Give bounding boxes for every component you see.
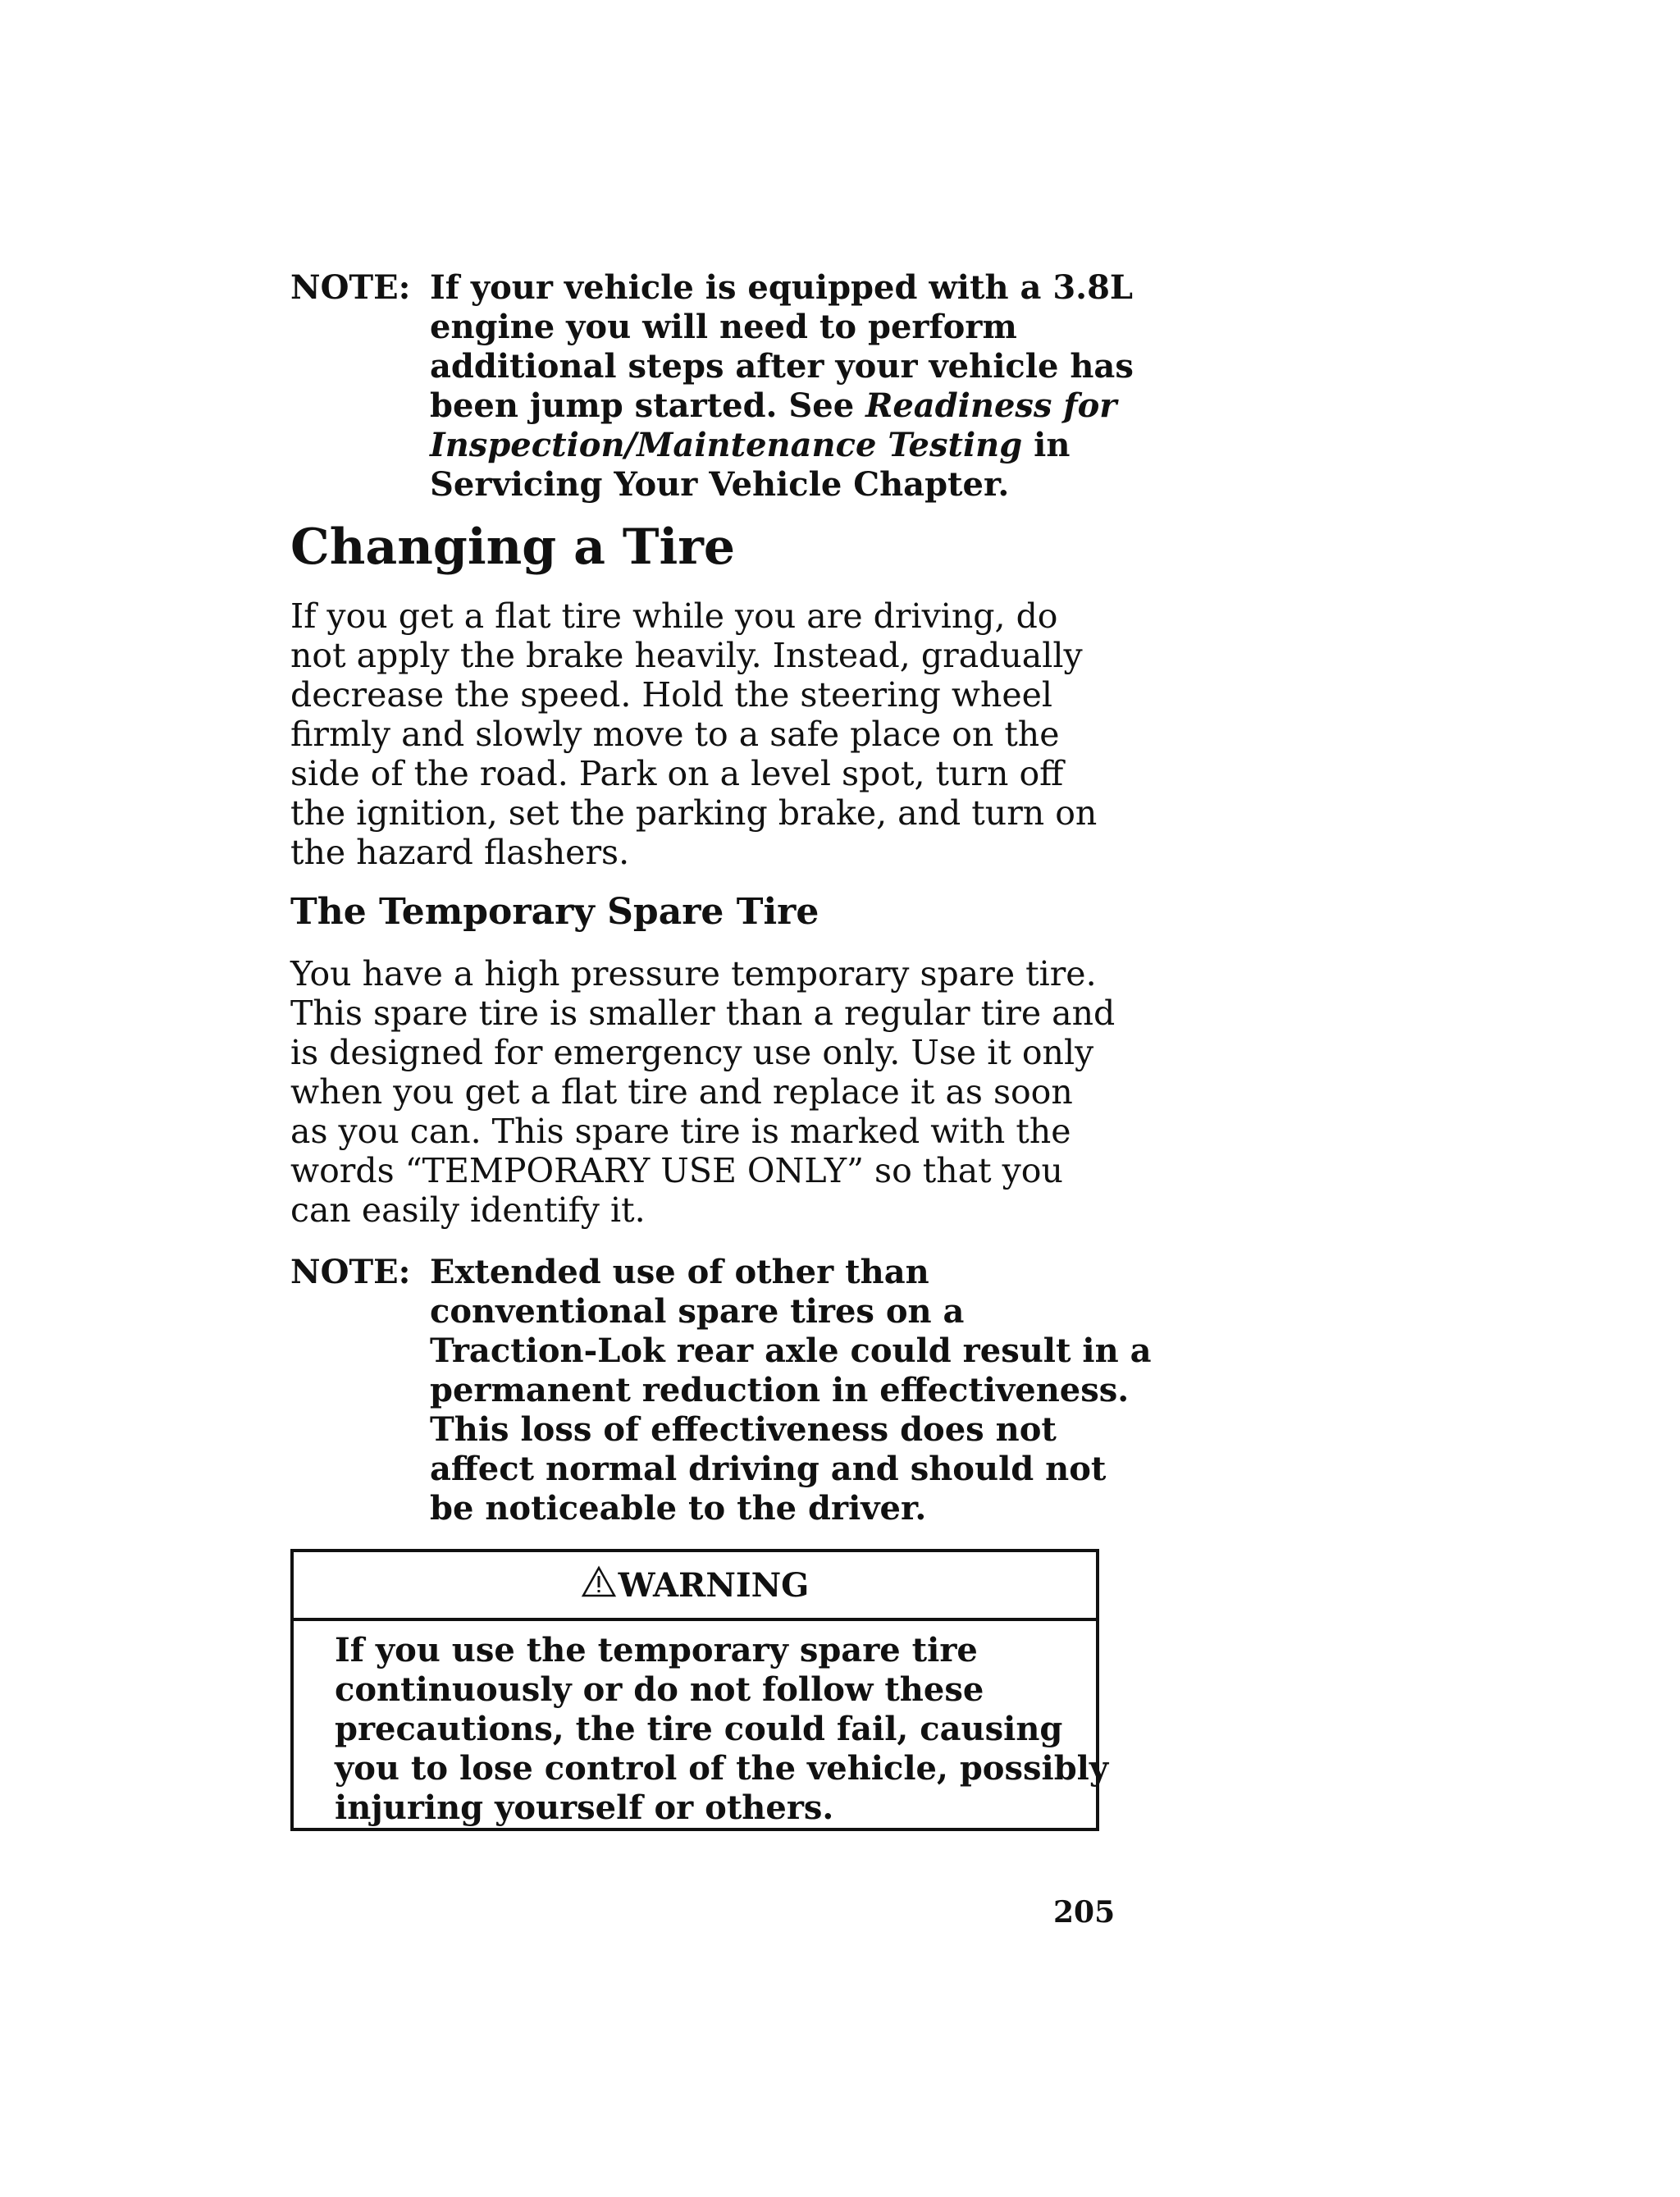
note-line — [430, 386, 1117, 426]
note-line: If your vehicle is equipped with a 3.8L — [430, 268, 1134, 307]
cross-reference-link: Inspection/Maintenance Testing — [430, 426, 1023, 464]
paragraph-line: If you get a flat tire while you are driving, do — [290, 596, 1058, 636]
note-line: additional steps after your vehicle has — [430, 347, 1134, 386]
warning-line: injuring yourself or others. — [335, 1788, 834, 1827]
paragraph-line: the ignition, set the parking brake, and turn on — [290, 793, 1098, 833]
note-line: be noticeable to the driver. — [430, 1489, 927, 1528]
section-paragraph — [290, 596, 1111, 872]
note-line: conventional spare tires on a — [430, 1292, 965, 1331]
paragraph-line: words “TEMPORARY USE ONLY” so that you — [290, 1151, 1063, 1190]
paragraph-line: You have a high pressure temporary spare tire. — [290, 954, 1097, 993]
note-line: engine you will need to perform — [430, 308, 1017, 346]
warning-line: you to lose control of the vehicle, possibly — [335, 1749, 1109, 1788]
note-label: NOTE: — [290, 1253, 411, 1291]
section-heading: Changing a Tire — [290, 518, 736, 576]
paragraph-line: side of the road. Park on a level spot, turn off — [290, 754, 1064, 793]
warning-box — [290, 1549, 1109, 1831]
subsection-heading: The Temporary Spare Tire — [290, 891, 819, 933]
note-line: permanent reduction in effectiveness. — [430, 1371, 1130, 1409]
warning-line: continuously or do not follow these — [335, 1670, 984, 1709]
paragraph-line: not apply the brake heavily. Instead, gradually — [290, 636, 1083, 675]
note-line: Extended use of other than — [430, 1253, 929, 1291]
warning-line: precautions, the tire could fail, causing — [335, 1710, 1063, 1748]
note-text: been jump started. See — [430, 386, 866, 425]
note-line: Traction-Lok rear axle could result in a — [430, 1331, 1152, 1370]
note-line: Servicing Your Vehicle Chapter. — [430, 465, 1010, 504]
paragraph-line: the hazard flashers. — [290, 833, 630, 872]
note-line: This loss of effectiveness does not — [430, 1410, 1057, 1449]
warning-title: WARNING — [618, 1565, 810, 1605]
cross-reference-link: Readiness for — [865, 386, 1117, 425]
paragraph-line: when you get a flat tire and replace it as soon — [290, 1072, 1073, 1112]
paragraph-line: firmly and slowly move to a safe place on the — [290, 715, 1060, 754]
paragraph-line: decrease the speed. Hold the steering wheel — [290, 675, 1053, 715]
warning-line: If you use the temporary spare tire — [335, 1631, 978, 1669]
note-line: affect normal driving and should not — [430, 1450, 1107, 1488]
paragraph-line: is designed for emergency use only. Use it only — [290, 1033, 1094, 1072]
note-body — [430, 268, 1134, 505]
note-label: NOTE: — [290, 268, 411, 307]
warning-body — [294, 1621, 1109, 1828]
note-jump-start — [290, 268, 1134, 505]
note-text: in — [1022, 426, 1071, 464]
note-traction-lok — [290, 1253, 1152, 1528]
note-line — [430, 426, 1111, 465]
paragraph-line: as you can. This spare tire is marked with the — [290, 1112, 1071, 1151]
note-body — [430, 1253, 1152, 1528]
page-number: 205 — [1053, 1895, 1116, 1930]
subsection-paragraph — [290, 954, 1116, 1230]
warning-header — [294, 1552, 1096, 1621]
paragraph-line: This spare tire is smaller than a regular tire and — [290, 993, 1116, 1033]
warning-triangle-icon — [581, 1565, 617, 1598]
paragraph-line: can easily identify it. — [290, 1190, 646, 1230]
